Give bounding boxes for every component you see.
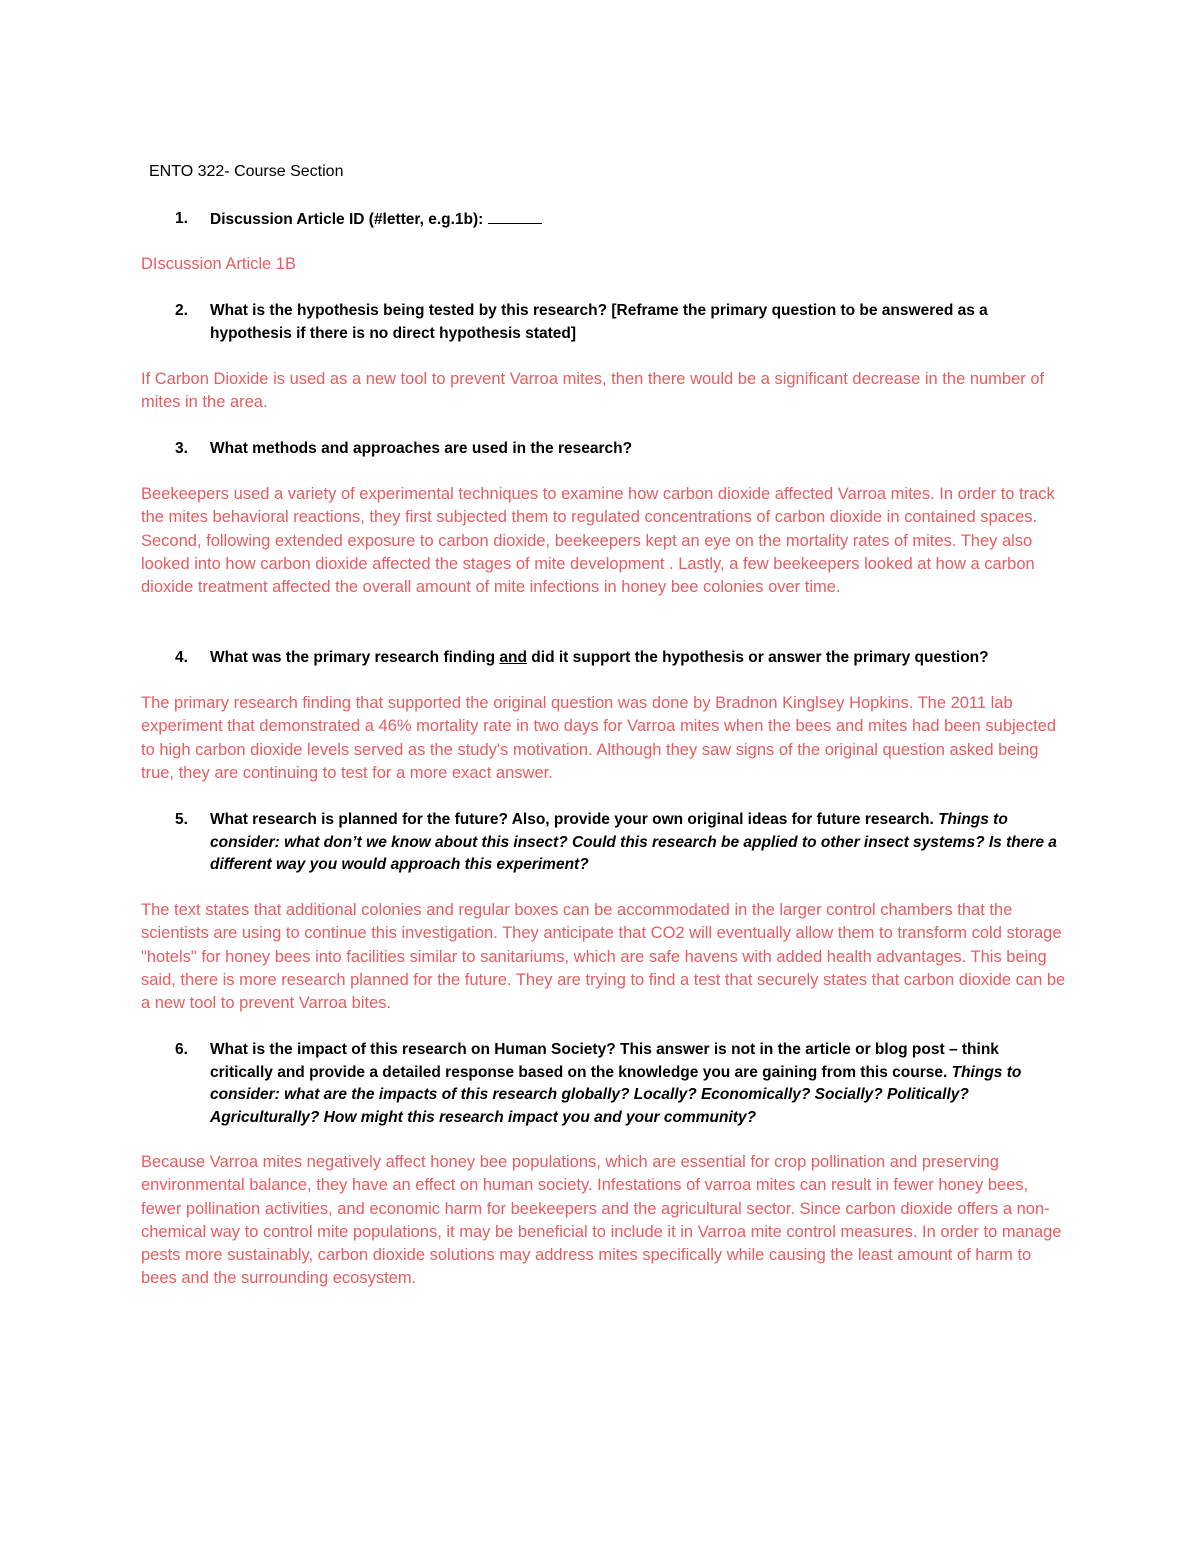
question-text: What is the impact of this research on Human Society? This answer is not in the article or blog post – think critically and provide a detailed response based on the knowledge you are gaining from this course. Things to consider: what are the impacts of this research globally? Locally? Economically? Socially? Politically? Agriculturally? How might this research impact you and your community? bbox=[210, 1041, 1022, 1126]
question-prompt-italic: Things to consider: what don’t we know about this insect? Could this research be applied to other insect systems? Is there a different way you would approach this experiment? bbox=[210, 811, 1057, 873]
question-number: 1. bbox=[175, 210, 188, 227]
underlined-word: and bbox=[499, 649, 527, 666]
answer-6: Because Varroa mites negatively affect honey bee populations, which are essential for crop pollination and preserving environmental balance, they have an effect on human society. Infestations of varroa mites can result in fewer honey bees, fewer pollination activities, and economic harm for beekeepers and the agricultural sector. Since carbon dioxide offers a non-chemical way to control mite populations, it may be beneficial to include it in Varroa mite control measures. In order to manage pests more sustainably, carbon dioxide solutions may address mites specifically while causing the least amount of harm to bees and the surrounding ecosystem. bbox=[141, 1153, 1062, 1288]
answer-blank-line bbox=[488, 208, 542, 224]
answer-5: The text states that additional colonies and regular boxes can be accommodated in the larger control chambers that the scientists are using to continue this investigation. They anticipate that CO2 will eventually allow them to transform cold storage "hotels" for honey bees into facilities similar to sanitariums, which are safe havens with added health advantages. This being said, there is more research planned for the future. They are trying to find a test that securely states that carbon dioxide can be a new tool to prevent Varroa bites. bbox=[141, 901, 1066, 1013]
question-text: What is the hypothesis being tested by this research? [Reframe the primary question to be answered as a hypothesis if there is no direct hypothesis stated] bbox=[210, 302, 988, 342]
question-number: 6. bbox=[175, 1041, 188, 1058]
question-3 bbox=[141, 438, 1066, 461]
question-text: What was the primary research finding and did it support the hypothesis or answer the primary question? bbox=[210, 649, 989, 666]
question-number: 4. bbox=[175, 649, 188, 666]
question-5 bbox=[141, 809, 1066, 877]
question-number: 2. bbox=[175, 302, 188, 319]
question-text: Discussion Article ID (#letter, e.g.1b): bbox=[210, 208, 1066, 232]
answer-1: DIscussion Article 1B bbox=[141, 255, 296, 273]
answer-3: Beekeepers used a variety of experimental techniques to examine how carbon dioxide affected Varroa mites. In order to track the mites behavioral reactions, they first subjected them to regulated concentrations of carbon dioxide in contained spaces. Second, following extended exposure to carbon dioxide, beekeepers kept an eye on the mortality rates of mites. They also looked into how carbon dioxide affected the stages of mite development . Lastly, a few beekeepers looked at how a carbon dioxide treatment affected the overall amount of mite infections in honey bee colonies over time. bbox=[141, 485, 1055, 597]
question-2 bbox=[141, 300, 1066, 345]
question-text: What research is planned for the future? Also, provide your own original ideas for future research. Things to consider: what don’t we know about this insect? Could this research be applied to other insect systems? Is there a different way you would approach this experiment? bbox=[210, 811, 1057, 873]
question-number: 3. bbox=[175, 440, 188, 457]
question-6 bbox=[141, 1039, 1066, 1129]
question-1 bbox=[141, 208, 1066, 232]
question-4 bbox=[141, 647, 1066, 670]
course-section-heading: ENTO 322- Course Section bbox=[149, 163, 344, 180]
question-text: What methods and approaches are used in the research? bbox=[210, 440, 633, 457]
question-prompt-italic: Things to consider: what are the impacts of this research globally? Locally? Economically? Socially? Politically? Agriculturally? How might this research impact you and your community? bbox=[210, 1063, 1022, 1126]
answer-2: If Carbon Dioxide is used as a new tool to prevent Varroa mites, then there would be a significant decrease in the number of mites in the area. bbox=[141, 370, 1045, 412]
question-number: 5. bbox=[175, 811, 188, 828]
answer-4: The primary research finding that supported the original question was done by Bradnon Kinglsey Hopkins. The 2011 lab experiment that demonstrated a 46% mortality rate in two days for Varroa mites when the bees and mites had been subjected to high carbon dioxide levels served as the study's motivation. Although they saw signs of the original question asked being true, they are continuing to test for a more exact answer. bbox=[141, 694, 1057, 782]
